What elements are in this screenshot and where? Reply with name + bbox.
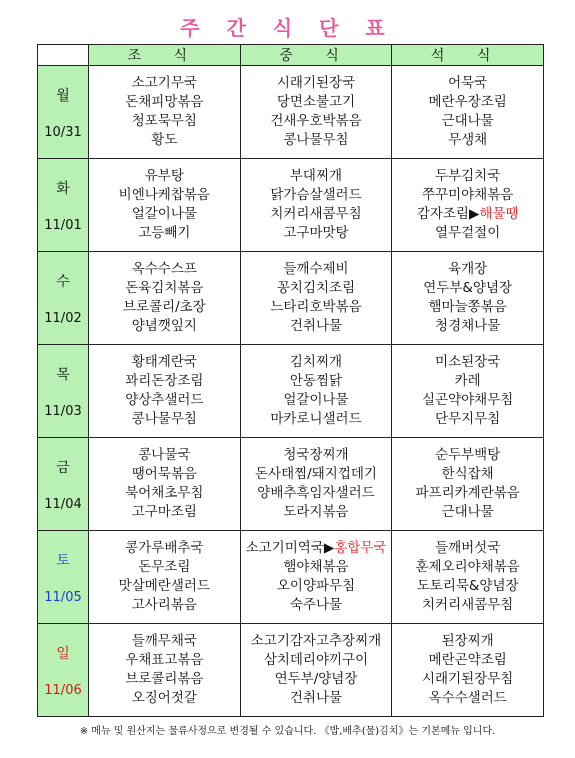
day-name: 화	[56, 180, 70, 197]
menu-item	[89, 446, 240, 465]
menu-item	[241, 112, 392, 131]
lunch-cell	[240, 66, 392, 159]
menu-item	[89, 558, 240, 577]
menu-item	[89, 577, 240, 596]
menu-item-text: 건새우호박볶음	[270, 113, 362, 129]
menu-item-text: 무생채	[448, 132, 488, 148]
menu-item	[241, 596, 392, 615]
menu-item	[89, 632, 240, 651]
day-cell	[38, 66, 89, 159]
menu-item-text: 순두부백탕	[435, 447, 501, 463]
menu-item-text: 두부김치국	[435, 168, 501, 184]
header-breakfast: 조 식	[89, 45, 241, 66]
menu-item	[392, 410, 543, 429]
menu-item-text: 고구마맛탕	[283, 225, 349, 241]
menu-item-text: 치커리새콤무침	[422, 597, 514, 613]
day-date: 11/05	[44, 589, 82, 605]
menu-item-text: 양배추흑임자샐러드	[257, 485, 375, 501]
corner-cell	[38, 45, 89, 66]
menu-item-text: 꽈리돈장조림	[125, 373, 204, 389]
menu-item	[241, 260, 392, 279]
menu-item-text: 메란곤약조림	[428, 652, 507, 668]
breakfast-cell	[89, 531, 241, 624]
menu-item	[241, 539, 392, 558]
menu-item	[89, 689, 240, 708]
menu-item-text: 얼갈이나물	[283, 392, 349, 408]
menu-item	[241, 167, 392, 186]
menu-item	[392, 205, 543, 224]
menu-item-text: 콩나물국	[138, 447, 191, 463]
menu-item	[89, 539, 240, 558]
menu-item	[89, 670, 240, 689]
menu-item	[392, 353, 543, 372]
menu-item-text: 돈채피망볶음	[125, 94, 204, 110]
menu-item-text: 고구마조림	[131, 504, 197, 520]
day-date: 11/02	[44, 310, 82, 326]
menu-item-text: 건취나물	[289, 690, 343, 706]
dinner-cell	[392, 66, 544, 159]
menu-item	[392, 260, 543, 279]
menu-item	[392, 596, 543, 615]
day-row	[38, 438, 544, 531]
weekly-menu-table	[37, 44, 544, 717]
menu-item-text: 소고기무국	[131, 75, 197, 91]
menu-item-text: 실곤약야채무침	[422, 392, 514, 408]
menu-item-text: 들깨버섯국	[435, 540, 501, 556]
day-name: 토	[56, 552, 70, 569]
menu-item	[89, 167, 240, 186]
day-date: 10/31	[44, 124, 82, 140]
menu-item-text: 닭가슴살샐러드	[270, 187, 362, 203]
menu-item-text: 고사리볶음	[131, 597, 197, 613]
day-cell	[38, 624, 89, 717]
menu-item-text: 돈무조림	[138, 559, 191, 575]
day-date: 11/03	[44, 403, 82, 419]
day-row	[38, 66, 544, 159]
menu-item	[241, 186, 392, 205]
menu-item	[89, 391, 240, 410]
menu-item	[241, 205, 392, 224]
dinner-cell	[392, 438, 544, 531]
menu-item-text: 양념깻잎지	[131, 318, 197, 334]
menu-item-text: 콩나물무침	[283, 132, 349, 148]
menu-item	[89, 353, 240, 372]
menu-item-alternate: 홍합무국	[334, 540, 387, 556]
menu-item-text: 부대찌개	[289, 168, 343, 184]
menu-item	[241, 670, 392, 689]
menu-item-alternate: 해물땡	[479, 206, 519, 222]
menu-item-text: 소고기감자고추장찌개	[250, 633, 382, 649]
day-cell	[38, 438, 89, 531]
menu-item	[392, 224, 543, 243]
menu-item	[89, 298, 240, 317]
menu-item-text: 느타리호박볶음	[270, 299, 362, 315]
menu-item-text: 들깨무채국	[131, 633, 197, 649]
menu-item-text: 메란우장조림	[428, 94, 507, 110]
day-name: 월	[56, 87, 70, 104]
menu-item	[241, 353, 392, 372]
menu-item-text: 북어채초무침	[125, 485, 204, 501]
page-title: 주 간 식 단 표	[180, 16, 395, 40]
menu-item-text: 숙주나물	[289, 597, 343, 613]
menu-item-text: 카레	[454, 373, 481, 389]
menu-item-text: 고등빼기	[138, 225, 191, 241]
menu-item-text: 미소된장국	[435, 354, 501, 370]
day-date: 11/06	[44, 682, 82, 698]
menu-item	[89, 503, 240, 522]
menu-item	[89, 74, 240, 93]
day-cell	[38, 345, 89, 438]
menu-item	[392, 465, 543, 484]
menu-item	[392, 317, 543, 336]
day-row	[38, 531, 544, 624]
menu-item-text: 비엔나케찹볶음	[118, 187, 210, 203]
menu-item	[392, 391, 543, 410]
menu-item-text: 시래기된장국	[276, 75, 356, 91]
day-date: 11/04	[44, 496, 82, 512]
menu-item	[241, 410, 392, 429]
menu-item	[392, 112, 543, 131]
menu-item	[241, 391, 392, 410]
dinner-cell	[392, 531, 544, 624]
menu-item	[241, 558, 392, 577]
menu-item-text: 감자조림▶	[416, 206, 480, 222]
menu-item-text: 콩가루배추국	[125, 540, 204, 556]
menu-item-text: 옥수수샐러드	[428, 690, 507, 706]
day-row	[38, 345, 544, 438]
menu-item-text: 육개장	[448, 261, 488, 277]
menu-item	[392, 131, 543, 150]
menu-item	[241, 317, 392, 336]
menu-item	[89, 317, 240, 336]
menu-item	[392, 446, 543, 465]
lunch-cell	[240, 531, 392, 624]
menu-item	[89, 410, 240, 429]
menu-item	[392, 279, 543, 298]
menu-item	[392, 577, 543, 596]
menu-item-text: 연두부/양념장	[274, 671, 358, 687]
menu-item-text: 우채표고볶음	[125, 652, 204, 668]
menu-item-text: 마카로니샐러드	[270, 411, 362, 427]
menu-item	[241, 632, 392, 651]
menu-item	[392, 167, 543, 186]
menu-item	[392, 503, 543, 522]
menu-item-text: 오징어젓갈	[131, 690, 197, 706]
menu-item	[89, 372, 240, 391]
menu-item-text: 근대나물	[441, 504, 494, 520]
menu-item-text: 건취나물	[289, 318, 343, 334]
menu-item-text: 소고기미역국▶	[245, 540, 335, 556]
menu-item-text: 치커리새콤무침	[270, 206, 362, 222]
breakfast-cell	[89, 624, 241, 717]
menu-item	[392, 186, 543, 205]
menu-item	[89, 93, 240, 112]
menu-item	[241, 74, 392, 93]
day-row	[38, 624, 544, 717]
menu-item-text: 맛살메란샐러드	[118, 578, 210, 594]
day-name: 일	[56, 645, 70, 662]
menu-item-text: 황도	[151, 132, 178, 148]
menu-item	[241, 372, 392, 391]
menu-item-text: 유부탕	[144, 168, 184, 184]
menu-item	[89, 260, 240, 279]
menu-item	[392, 632, 543, 651]
day-name: 목	[56, 366, 70, 383]
menu-item-text: 도라지볶음	[283, 504, 349, 520]
menu-item	[392, 93, 543, 112]
menu-item-text: 브로콜리/초장	[122, 299, 206, 315]
menu-item	[89, 112, 240, 131]
menu-item	[392, 670, 543, 689]
menu-item	[89, 279, 240, 298]
breakfast-cell	[89, 159, 241, 252]
header-dinner: 석 식	[392, 45, 544, 66]
dinner-cell	[392, 345, 544, 438]
day-cell	[38, 252, 89, 345]
menu-item-text: 꽁치김치조림	[276, 280, 356, 296]
lunch-cell	[240, 252, 392, 345]
day-date: 11/01	[44, 217, 82, 233]
menu-item	[392, 484, 543, 503]
menu-item-text: 청경채나물	[435, 318, 501, 334]
menu-item-text: 어묵국	[448, 75, 488, 91]
menu-item	[89, 186, 240, 205]
menu-item	[392, 298, 543, 317]
menu-item-text: 안동찜닭	[289, 373, 343, 389]
menu-item-text: 오이양파무침	[276, 578, 356, 594]
menu-item	[89, 131, 240, 150]
menu-item-text: 시래기된장무침	[422, 671, 514, 687]
menu-item	[89, 224, 240, 243]
menu-item	[241, 465, 392, 484]
menu-item-text: 당면소불고기	[276, 94, 356, 110]
menu-item-text: 햄마늘쫑볶음	[428, 299, 507, 315]
menu-item	[89, 596, 240, 615]
menu-item	[241, 503, 392, 522]
day-cell	[38, 159, 89, 252]
menu-item	[89, 651, 240, 670]
menu-item-text: 콩나물무침	[131, 411, 197, 427]
header-lunch: 중 식	[240, 45, 392, 66]
menu-item	[241, 446, 392, 465]
lunch-cell	[240, 159, 392, 252]
footnote: ※ 메뉴 및 원산지는 물류사정으로 변경될 수 있습니다. 《밥,배추(물)김치》는 기본메뉴 입니다.	[79, 726, 496, 737]
day-row	[38, 159, 544, 252]
lunch-cell	[240, 345, 392, 438]
menu-item-text: 도토리묵&양념장	[416, 578, 519, 594]
menu-item-text: 한식잡채	[441, 466, 494, 482]
menu-item-text: 옥수수스프	[131, 261, 197, 277]
menu-item-text: 들깨수제비	[283, 261, 349, 277]
dinner-cell	[392, 252, 544, 345]
menu-item	[241, 279, 392, 298]
menu-item	[89, 465, 240, 484]
menu-item	[241, 93, 392, 112]
menu-item	[241, 131, 392, 150]
day-cell	[38, 531, 89, 624]
menu-item-text: 양상추샐러드	[125, 392, 204, 408]
lunch-cell	[240, 438, 392, 531]
menu-item	[241, 484, 392, 503]
menu-item	[89, 205, 240, 224]
menu-item	[392, 539, 543, 558]
breakfast-cell	[89, 438, 241, 531]
menu-item	[241, 224, 392, 243]
menu-item-text: 햄야채볶음	[283, 559, 349, 575]
menu-item	[392, 651, 543, 670]
menu-item-text: 훈제오리야채볶음	[415, 559, 520, 575]
menu-item	[392, 74, 543, 93]
menu-item	[241, 651, 392, 670]
menu-item	[392, 558, 543, 577]
lunch-cell	[240, 624, 392, 717]
dinner-cell	[392, 624, 544, 717]
menu-item-text: 청포묵무침	[131, 113, 197, 129]
menu-item-text: 파프리카계란볶음	[415, 485, 520, 501]
menu-item-text: 황태계란국	[131, 354, 197, 370]
menu-item-text: 연두부&양념장	[423, 280, 513, 296]
day-row	[38, 252, 544, 345]
menu-item-text: 땡어묵볶음	[131, 466, 197, 482]
menu-item-text: 쭈꾸미야채볶음	[422, 187, 514, 203]
menu-item-text: 근대나물	[441, 113, 494, 129]
menu-item	[392, 372, 543, 391]
menu-item-text: 브로콜리볶음	[125, 671, 204, 687]
menu-item	[241, 577, 392, 596]
day-name: 금	[56, 459, 70, 476]
breakfast-cell	[89, 252, 241, 345]
menu-item-text: 돈사태찜/돼지껍데기	[255, 466, 377, 482]
breakfast-cell	[89, 66, 241, 159]
day-name: 수	[56, 273, 70, 290]
menu-item	[241, 689, 392, 708]
menu-item-text: 김치찌개	[289, 354, 343, 370]
menu-item-text: 청국장찌개	[283, 447, 349, 463]
header-row	[38, 45, 544, 66]
menu-item-text: 돈육김치볶음	[125, 280, 204, 296]
menu-item-text: 얼갈이나물	[131, 206, 197, 222]
menu-item-text: 삼치데리야끼구이	[263, 652, 369, 668]
menu-item	[392, 689, 543, 708]
menu-item	[241, 298, 392, 317]
menu-item-text: 된장찌개	[441, 633, 494, 649]
breakfast-cell	[89, 345, 241, 438]
menu-item	[89, 484, 240, 503]
dinner-cell	[392, 159, 544, 252]
menu-item-text: 단무지무침	[435, 411, 501, 427]
menu-item-text: 열무겉절이	[435, 225, 501, 241]
